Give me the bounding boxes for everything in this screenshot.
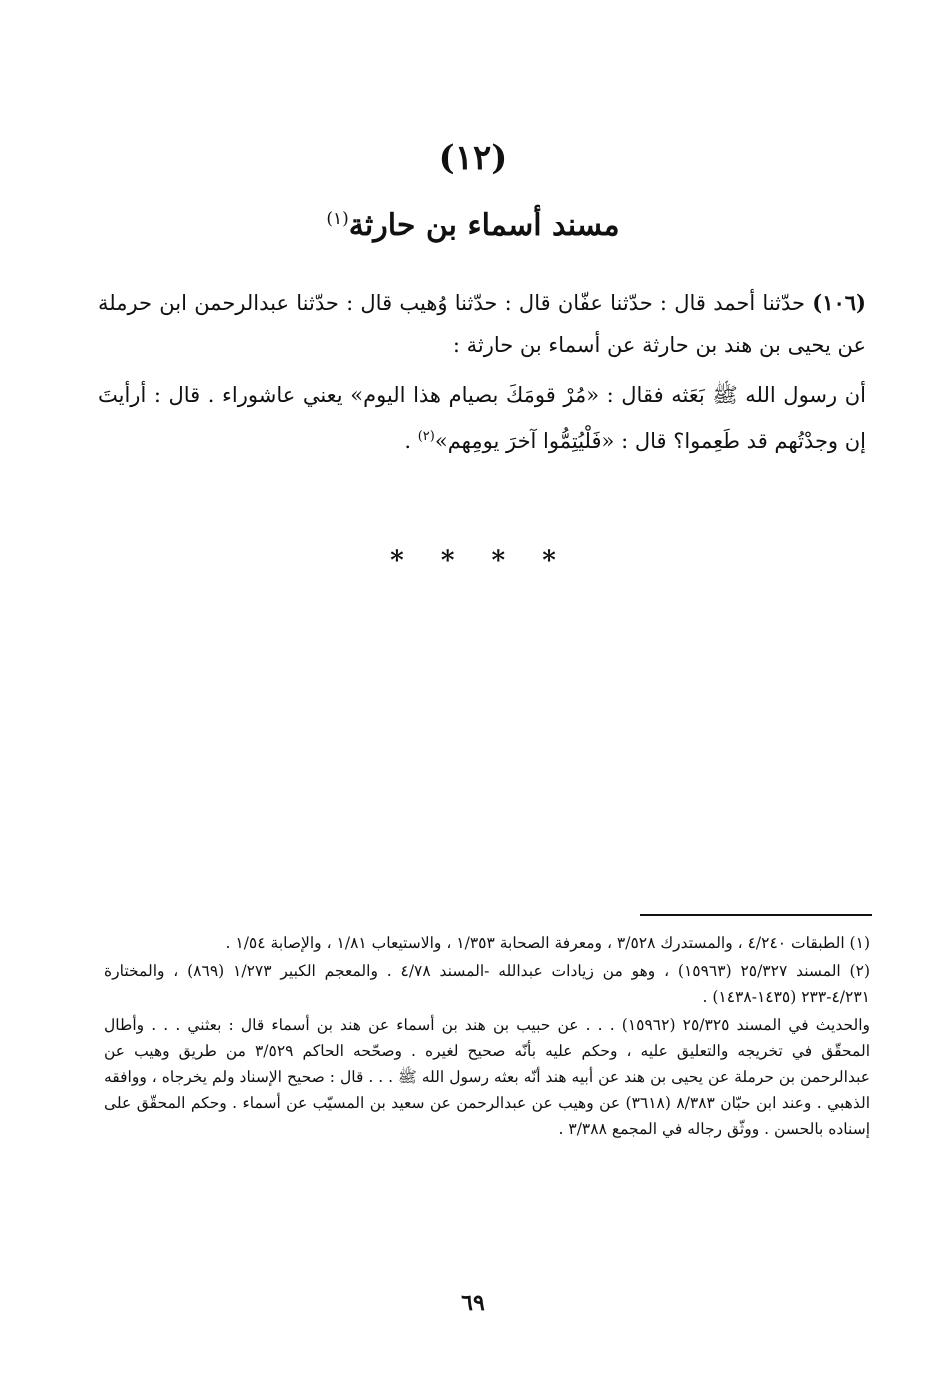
- section-title-footnote-ref: (١): [326, 209, 349, 229]
- hadith-matn: [98, 374, 866, 462]
- chapter-number: (١٢): [438, 138, 508, 178]
- hadith-matn-text: أن رسول الله ﷺ بَعَثه فقال : «مُرْ قومَكَ بصيام هذا اليوم» يعني عاشوراء . قال : أرأيتَ إن وجدْتُهم قد طَعِموا؟ قال : «فَلْيُتِمُّوا آخرَ يومِهم»: [98, 383, 866, 453]
- hadith-footnote-ref: (٢): [417, 429, 435, 444]
- section-title: [0, 208, 946, 243]
- footnote-1: (١) الطبقات ٤/٢٤٠ ، والمستدرك ٣/٥٢٨ ، ومعرفة الصحابة ١/٣٥٣ ، والاستيعاب ١/٨١ ، والإصابة ١/٥٤ .: [225, 934, 870, 952]
- footnote-divider: [640, 914, 872, 916]
- separator-star: *: [542, 546, 556, 576]
- separator-star: *: [440, 546, 455, 576]
- section-title-text: مسند أسماء بن حارثة: [348, 208, 620, 243]
- hadith-isnad: [98, 282, 866, 366]
- hadith-block: [98, 282, 866, 462]
- page-number: ٦٩: [461, 1290, 485, 1316]
- hadith-number: (١٠٦): [812, 290, 866, 315]
- separator-star: *: [491, 546, 506, 576]
- hadith-end: .: [404, 429, 418, 453]
- hadith-isnad-text: حدّثنا أحمد قال : حدّثنا عفّان قال : حدّثنا وُهيب قال : حدّثنا عبدالرحمن ابن حرملة عن يحيى بن هند بن حارثة عن أسماء بن حارثة :: [98, 291, 866, 357]
- separator-star: *: [390, 546, 404, 576]
- footnote-2-continuation: والحديث في المسند ٢٥/٣٢٥ (١٥٩٦٢) . . . عن حبيب بن هند بن أسماء عن هند بن أسماء قال : بعثني . . . وأطال المحقّق في تخريجه والتعليق عليه ، وحكم عليه بأنّه صحيح لغيره . وصحّحه الحاكم ٣/٥٢٩ من طريق وهيب عن عبدالرحمن بن حرملة عن يحيى بن هند عن أبيه هند أنّه بعثه رسول الله ﷺ . . . قال : صحيح الإسناد ولم يخرجاه ، ووافقه الذهبي . وعند ابن حبّان ٨/٣٨٣ (٣٦١٨) عن وهيب عن عبدالرحمن عن سعيد بن المسيّب عن أسماء . وحكم المحقّق على إسناده بالحسن . ووثّق رجاله في المجمع ٣/٣٨٨ .: [104, 1016, 871, 1138]
- footnotes: [104, 930, 870, 1142]
- footnote-2: (٢) المسند ٢٥/٣٢٧ (١٥٩٦٣) ، وهو من زيادات عبدالله -المسند ٤/٧٨ . والمعجم الكبير ١/٢٧٣ (٨٦٩) ، والمختارة ٤/٢٣١-٢٣٣ (١٤٣٥-١٤٣٨) .: [104, 962, 870, 1006]
- section-separator: [0, 546, 946, 576]
